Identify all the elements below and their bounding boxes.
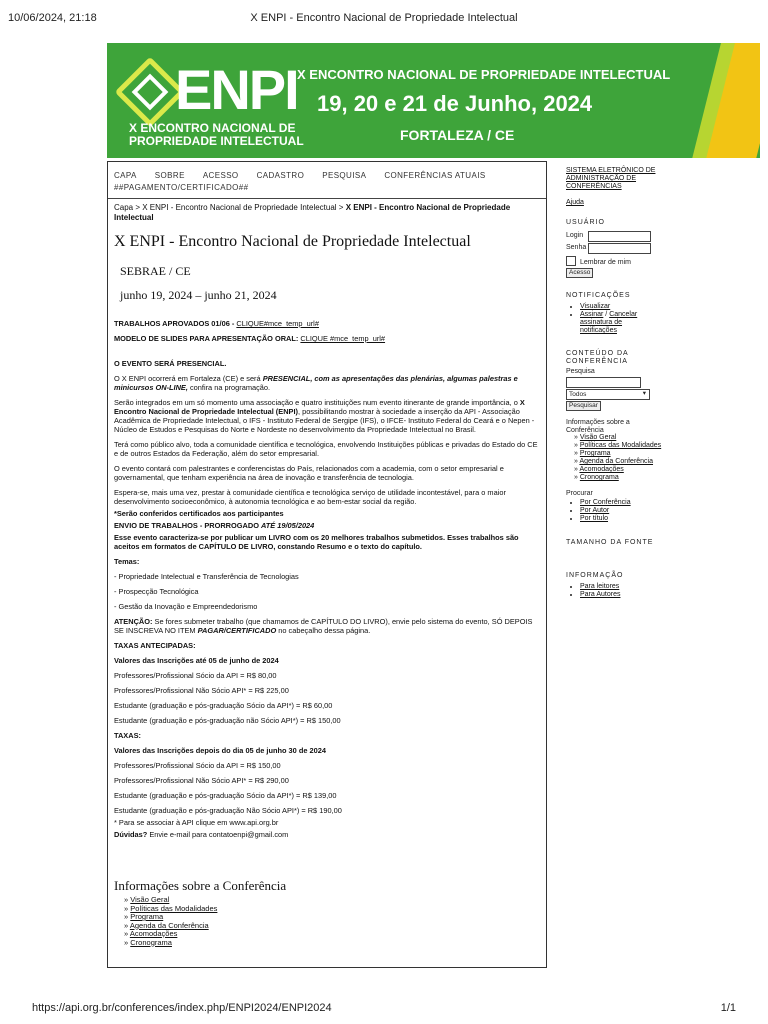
top-navigation: [114, 170, 534, 194]
valor-item: Professores/Profissional Não Sócio API* = R$ 290,00: [114, 776, 289, 785]
atencao-end: no cabeçalho dessa página.: [276, 626, 371, 635]
p1-text: O X ENPI ocorrerá em Fortaleza (CE) e será: [114, 374, 263, 383]
nav-acesso[interactable]: ACESSO: [202, 171, 239, 180]
valor-item: Estudante (graduação e pós-graduação Não Sócio API*) = R$ 190,00: [114, 806, 342, 815]
sidebar-system-link[interactable]: SISTEMA ELETRÔNICO DE ADMINISTRAÇÃO DE CONFERÊNCIAS: [566, 167, 656, 190]
font-size-heading: TAMANHO DA FONTE: [566, 539, 654, 546]
valores-depois-label: Valores das Inscrições depois do dia 05 de junho 30 de 2024: [114, 746, 326, 755]
banner-event-name: X ENCONTRO NACIONAL DE PROPRIEDADE INTELECTUAL: [297, 67, 671, 82]
p1-end: confira na programação.: [187, 383, 271, 392]
duvidas-text: Envie e-mail para contatoenpi@gmail.com: [147, 830, 289, 839]
duvidas-label: Dúvidas?: [114, 830, 148, 839]
p2-text: Serão integrados em um só momento uma associação e quatro instituições num evento itinerante de grande importância, o: [114, 398, 520, 407]
remember-label: Lembrar de mim: [580, 259, 631, 266]
logo-subtitle-2: PROPRIEDADE INTELECTUAL: [129, 134, 304, 148]
nav-conferencias-atuais[interactable]: CONFERÊNCIAS ATUAIS: [384, 171, 486, 180]
print-date: 10/06/2024, 21:18: [8, 12, 97, 24]
sidebar-link-programa[interactable]: Programa: [579, 450, 611, 457]
help-link[interactable]: Ajuda: [566, 199, 584, 206]
taxas-antecipadas-label: TAXAS ANTECIPADAS:: [114, 641, 196, 650]
p1-presencial: PRESENCIAL, com as apresentações das plenárias, algumas palestras e minicursos ON-LINE,: [114, 374, 518, 392]
search-scope-select[interactable]: [566, 389, 650, 400]
sidebar-link-politicas[interactable]: Políticas das Modalidades: [579, 442, 662, 449]
nav-pesquisa[interactable]: PESQUISA: [322, 171, 367, 180]
associar-note: * Para se associar à API clique em www.api.org.br: [114, 818, 279, 827]
conference-description: [114, 319, 540, 845]
info-link-programa[interactable]: Programa: [130, 912, 164, 921]
login-input[interactable]: [588, 231, 651, 242]
info-link-agenda[interactable]: Agenda da Conferência: [129, 920, 209, 930]
tema-item: - Gestão da Inovação e Empreendedorismo: [114, 602, 258, 611]
presencial-notice: O EVENTO SERÁ PRESENCIAL.: [114, 359, 227, 368]
valor-item: Estudante (graduação e pós-graduação Sócio da API*) = R$ 139,00: [114, 791, 337, 800]
modelo-label: MODELO DE SLIDES PARA APRESENTAÇÃO ORAL:: [114, 334, 301, 343]
content-heading: CONTEÚDO DA CONFERÊNCIA: [566, 350, 629, 365]
conference-location: SEBRAE / CE: [120, 264, 191, 278]
p2-enpi: X Encontro Nacional de Propriedade Intelectual (ENPI): [114, 398, 525, 416]
notifications-cancel-link[interactable]: Cancelar assinatura de notificações: [580, 311, 638, 334]
temas-label: Temas:: [114, 557, 140, 566]
p3-text: Terá como público alvo, toda a comunidade científica e tecnológica, envolvendo Instituições públicas e privadas do Estado do CE e de outros Estados da Federação, além do setor empresarial.: [114, 440, 538, 458]
remember-checkbox[interactable]: [566, 256, 576, 266]
valor-item: Estudante (graduação e pós-graduação não Sócio API*) = R$ 150,00: [114, 716, 341, 725]
search-label: Pesquisa: [566, 368, 595, 375]
banner-event-city: FORTALEZA / CE: [400, 127, 515, 143]
sidebar-info-label: Informações sobre a Conferência: [566, 419, 630, 434]
notifications-view-link[interactable]: Visualizar: [580, 303, 611, 310]
notifications-subscribe-link[interactable]: Assinar: [580, 311, 604, 318]
sidebar-link-acomodacoes[interactable]: Acomodações: [579, 466, 624, 473]
atencao-text: Se fores submeter trabalho (que chamamos de CAPÍTULO DO LIVRO), envie pelo sistema do evento, SÓ DEPOIS SE INSCREVA NO ITEM: [114, 617, 533, 635]
authors-link[interactable]: Para Autores: [580, 591, 621, 598]
aprovados-label: TRABALHOS APROVADOS 01/06 -: [114, 319, 237, 328]
nav-capa[interactable]: CAPA: [114, 171, 137, 180]
breadcrumb-current: X ENPI - Encontro Nacional de Propriedade Intelectual: [114, 203, 511, 222]
readers-link[interactable]: Para leitores: [580, 583, 620, 590]
search-input[interactable]: [566, 377, 641, 388]
envio-date: ATÉ 19/05/2024: [261, 521, 315, 530]
breadcrumb: [114, 203, 534, 223]
password-input[interactable]: [588, 243, 651, 254]
browse-by-title-link[interactable]: Por título: [580, 515, 609, 522]
tema-item: - Prospecção Tecnológica: [114, 587, 199, 596]
user-heading: USUÁRIO: [566, 219, 605, 226]
notifications-heading: NOTIFICAÇÕES: [566, 292, 631, 299]
info-link-visao-geral[interactable]: Visão Geral: [130, 895, 170, 904]
search-scope-value: Todos: [569, 391, 587, 398]
valor-item: Professores/Profissional Sócio da API = R$ 150,00: [114, 761, 281, 770]
breadcrumb-path[interactable]: Capa > X ENPI - Encontro Nacional de Propriedade Intelectual >: [114, 203, 346, 212]
conference-dates: junho 19, 2024 – junho 21, 2024: [120, 288, 277, 302]
nav-cadastro[interactable]: CADASTRO: [256, 171, 305, 180]
event-banner: [107, 43, 760, 158]
login-button[interactable]: Acesso: [566, 268, 593, 278]
sidebar-link-cronograma[interactable]: Cronograma: [579, 474, 619, 481]
certificados-note: *Serão conferidos certificados aos participantes: [114, 509, 284, 518]
aprovados-link[interactable]: CLIQUE#mce_temp_url#: [236, 319, 319, 328]
info-heading: Informações sobre a Conferência: [114, 878, 287, 893]
browse-label: Procurar: [566, 490, 593, 497]
chevron-down-icon: ▾: [642, 390, 646, 397]
p2-rest: , possibilitando mostrar à sociedade a inserção da API - Associação Acadêmica de Propriedade Intelectual, o IFS - Instituto Federal de Sergipe (IFS), o IFCE- Instituto Federal do Ceará e o Nepen - Núcleo de Estudos e Pesquisas do Norte e Nordeste no desenvolvimento da Propriedade Intelectual no Brasil.: [114, 407, 535, 434]
browse-by-author-link[interactable]: Por Autor: [580, 507, 610, 514]
valor-item: Estudante (graduação e pós-graduação Sócio da API*) = R$ 60,00: [114, 701, 333, 710]
nav-sobre[interactable]: SOBRE: [154, 171, 185, 180]
banner-event-dates: 19, 20 e 21 de Junho, 2024: [317, 91, 593, 116]
valor-item: Professores/Profissional Sócio da API = R$ 80,00: [114, 671, 277, 680]
logo-subtitle-1: X ENCONTRO NACIONAL DE: [129, 121, 296, 135]
info-link-cronograma[interactable]: Cronograma: [130, 937, 172, 947]
p4-text: O evento contará com palestrantes e conferencistas do País, relacionados com a academia, com o setor empresarial e governamental, que tenham experiência na área de inovação e transferência de tecnologia.: [114, 464, 504, 482]
main-content: [107, 161, 547, 968]
livro-text: Esse evento caracteriza-se por publicar um LIVRO com os 20 melhores trabalhos submetidos. Esses trabalhos são aceitos em formatos de CAPÍTULO DE LIVRO, constando Resumo e o texto do capítulo.: [114, 533, 519, 551]
valores-antecipados-label: Valores das Inscrições até 05 de junho de 2024: [114, 656, 279, 665]
sidebar-link-agenda[interactable]: Agenda da Conferência: [579, 458, 654, 465]
tema-item: - Propriedade Intelectual e Transferência de Tecnologias: [114, 572, 299, 581]
information-heading: INFORMAÇÃO: [566, 572, 624, 579]
info-links: » Visão Geral » Políticas das Modalidades » Programa » Agenda da Conferência » Acomodações » Cronograma: [124, 895, 218, 947]
search-button[interactable]: Pesquisar: [566, 401, 601, 411]
taxas-label: TAXAS:: [114, 731, 141, 740]
valor-item: Professores/Profissional Não Sócio API* = R$ 225,00: [114, 686, 289, 695]
print-title: X ENPI - Encontro Nacional de Propriedade Intelectual: [250, 12, 518, 24]
login-label: Login: [566, 232, 584, 239]
nav-pagamento-certificado[interactable]: ##PAGAMENTO/CERTIFICADO##: [114, 183, 249, 192]
atencao-label: ATENÇÃO:: [114, 617, 153, 626]
senha-label: Senha: [566, 244, 587, 251]
nav-divider: [108, 198, 546, 199]
sidebar-link-visao-geral[interactable]: Visão Geral: [579, 434, 617, 441]
envio-label: ENVIO DE TRABALHOS - PRORROGADO: [114, 521, 261, 530]
page-title: X ENPI - Encontro Nacional de Propriedade Intelectual: [114, 233, 471, 250]
p5-text: Espera-se, mais uma vez, prestar à comunidade científica e tecnológica serviço de utilidade incontestável, para o maior desenvolvimento socioeconômico, à autonomia tecnológica e ao bem-estar social da região.: [114, 488, 506, 506]
info-link-acomodacoes[interactable]: Acomodações: [129, 929, 178, 938]
print-url: https://api.org.br/conferences/index.php/ENPI2024/ENPI2024: [32, 1002, 332, 1014]
info-link-politicas[interactable]: Políticas das Modalidades: [130, 903, 218, 913]
print-page-number: 1/1: [720, 1002, 736, 1014]
atencao-item: PAGAR/CERTIFICADO: [197, 626, 277, 635]
browse-by-conference-link[interactable]: Por Conferência: [580, 499, 631, 506]
logo-text: ENPI: [175, 58, 298, 121]
modelo-link[interactable]: CLIQUE #mce_temp_url#: [300, 334, 386, 343]
